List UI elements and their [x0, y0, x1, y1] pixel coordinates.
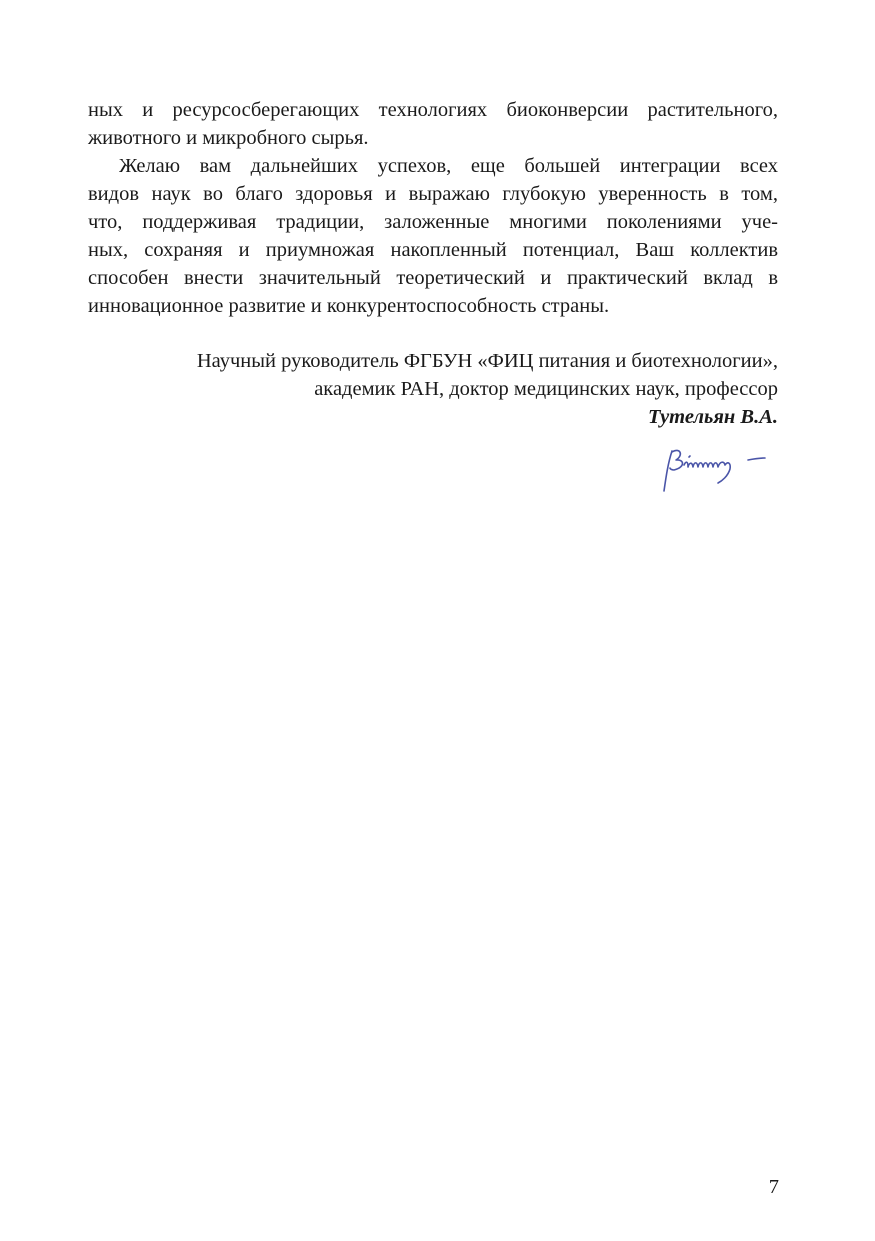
paragraph-1-line-1: ных и ресурсосберегающих технологиях биоконверсии растительного, [88, 99, 778, 121]
handwritten-signature [658, 443, 778, 498]
signatory-name: Тутельян В.А. [648, 406, 778, 428]
signature-block [88, 347, 778, 431]
paragraph-2-line-3: что, поддерживая традиции, заложенные многими поколениями уче- [88, 211, 778, 233]
signatory-title: академик РАН, доктор медицинских наук, профессор [314, 378, 778, 400]
signatory-position: Научный руководитель ФГБУН «ФИЦ питания и биотехнологии», [196, 350, 778, 372]
paragraph-2-line-1: Желаю вам дальнейших успехов, еще большей интеграции всех [119, 155, 778, 177]
paragraph-2-line-2: видов наук во благо здоровья и выражаю глубокую уверенность в том, [88, 183, 778, 205]
paragraph-2-line-6: инновационное развитие и конкурентоспособность страны. [88, 295, 610, 317]
body-text [88, 96, 778, 320]
paragraph-2-line-5: способен внести значительный теоретический и практический вклад в [88, 267, 778, 289]
page-number: 7 [768, 1176, 779, 1198]
paragraph-1-line-2: животного и микробного сырья. [88, 127, 369, 149]
paragraph-2-line-4: ных, сохраняя и приумножая накопленный потенциал, Ваш коллектив [88, 239, 778, 261]
